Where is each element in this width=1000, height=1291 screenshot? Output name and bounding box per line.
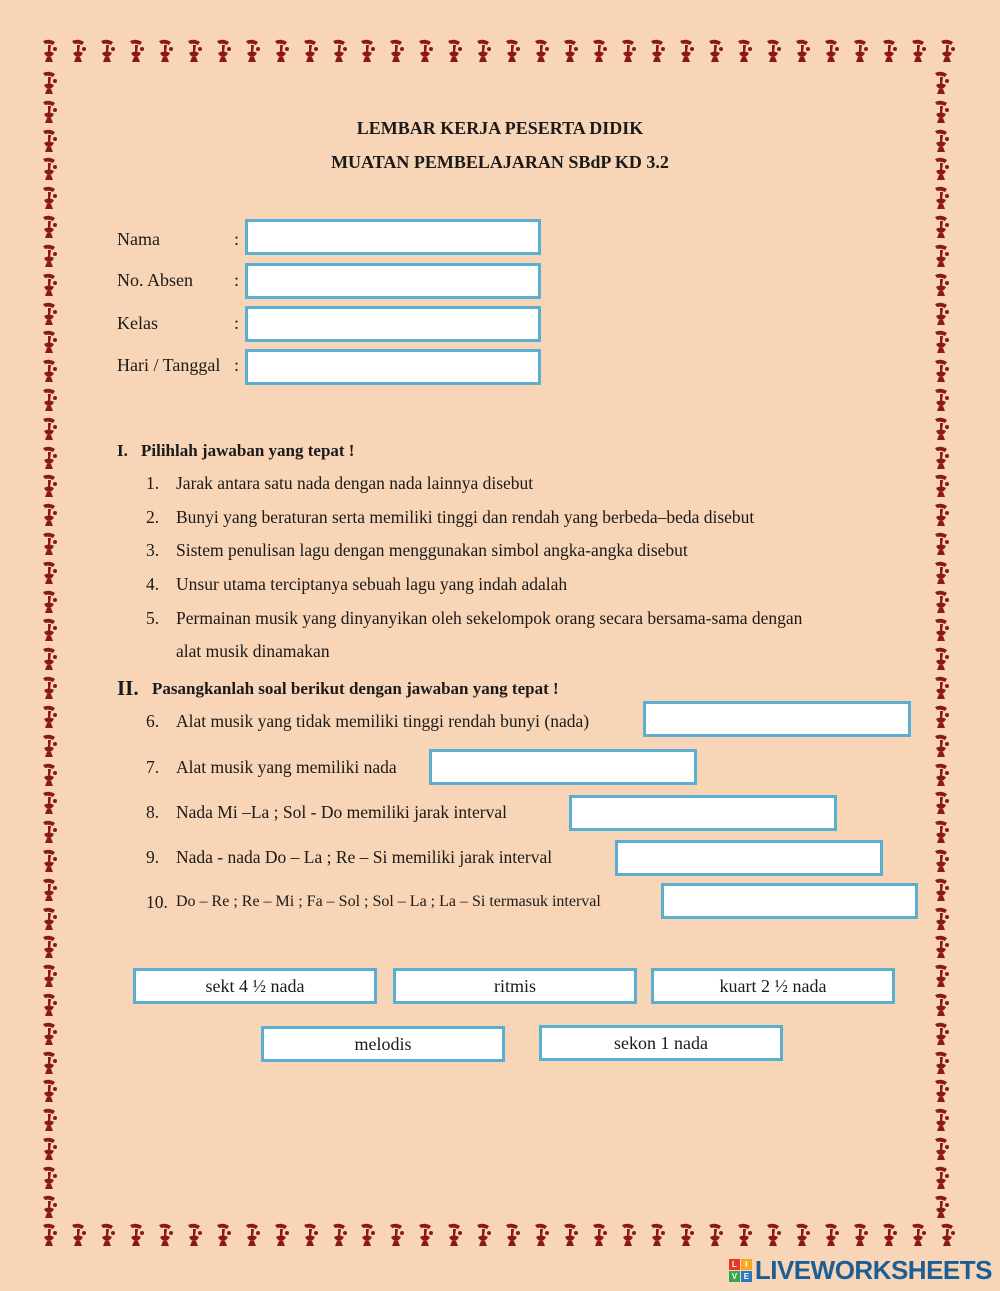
name-colon: : [234, 229, 240, 249]
ornament-icon [38, 733, 66, 759]
ornament-icon [38, 675, 66, 701]
ornament-icon [849, 1222, 871, 1250]
ornament-icon [559, 38, 581, 66]
ornament-icon [930, 214, 958, 240]
q9-number: 9. [146, 847, 160, 867]
ornament-icon [38, 790, 66, 816]
ornament-icon [38, 819, 66, 845]
ornament-icon [38, 589, 66, 615]
q3-number: 3. [146, 540, 160, 560]
q9-answer-drop[interactable] [615, 840, 883, 876]
ornament-icon [930, 531, 958, 557]
ornament-icon [38, 704, 66, 730]
ornament-icon [675, 38, 697, 66]
choice-sekon-1-nada[interactable]: sekon 1 nada [539, 1025, 783, 1061]
ornament-icon [38, 38, 60, 66]
ornament-icon [704, 38, 726, 66]
ornament-icon [241, 38, 263, 66]
ornament-icon [67, 1222, 89, 1250]
ornament-icon [38, 934, 66, 960]
ornament-icon [299, 1222, 321, 1250]
ornament-icon [212, 1222, 234, 1250]
logo-mark-icon: L I V E [729, 1259, 752, 1282]
ornament-icon [936, 38, 958, 66]
ornament-icon [38, 1021, 66, 1047]
choice-ritmis[interactable]: ritmis [393, 968, 637, 1004]
choice-kuart-2-half-nada[interactable]: kuart 2 ½ nada [651, 968, 895, 1004]
ornament-icon [733, 38, 755, 66]
ornament-icon [930, 704, 958, 730]
ornament-icon [646, 38, 668, 66]
ornament-icon [38, 992, 66, 1018]
ornament-icon [930, 1165, 958, 1191]
ornament-icon [38, 243, 66, 269]
ornament-icon [38, 560, 66, 586]
kelas-input[interactable] [245, 306, 541, 342]
q7-number: 7. [146, 757, 160, 777]
ornament-icon [762, 1222, 784, 1250]
ornament-icon [472, 1222, 494, 1250]
date-colon: : [234, 355, 240, 375]
ornament-icon [930, 790, 958, 816]
ornament-icon [125, 38, 147, 66]
ornament-icon [38, 531, 66, 557]
ornament-icon [443, 38, 465, 66]
ornament-icon [930, 1136, 958, 1162]
ornament-icon [849, 38, 871, 66]
name-label: Nama [117, 229, 160, 249]
ornament-icon [646, 1222, 668, 1250]
q6-answer-drop[interactable] [643, 701, 911, 737]
q4-number: 4. [146, 574, 160, 594]
q1-text: Jarak antara satu nada dengan nada lainnya disebut [176, 473, 534, 493]
absen-colon: : [234, 270, 240, 290]
ornament-icon [414, 38, 436, 66]
ornament-icon [38, 1107, 66, 1133]
ornament-icon [414, 1222, 436, 1250]
ornament-icon [930, 1021, 958, 1047]
ornament-icon [930, 617, 958, 643]
q9-text: Nada - nada Do – La ; Re – Si memiliki jarak interval [176, 847, 553, 867]
ornament-icon [930, 272, 958, 298]
ornament-icon [930, 1078, 958, 1104]
ornament-icon [38, 387, 66, 413]
ornament-icon [38, 1136, 66, 1162]
border-right [930, 70, 958, 1220]
logo-text: LIVEWORKSHEETS [754, 1254, 992, 1285]
ornament-icon [38, 301, 66, 327]
ornament-icon [67, 38, 89, 66]
q10-number: 10. [146, 892, 168, 912]
ornament-icon [930, 1194, 958, 1220]
kelas-label: Kelas [117, 313, 158, 333]
ornament-icon [930, 387, 958, 413]
ornament-icon [617, 38, 639, 66]
ornament-icon [328, 38, 350, 66]
ornament-icon [299, 38, 321, 66]
section1-title: Pilihlah jawaban yang tepat ! [141, 441, 355, 460]
ornament-icon [270, 1222, 292, 1250]
ornament-icon [791, 1222, 813, 1250]
ornament-icon [183, 1222, 205, 1250]
ornament-icon [125, 1222, 147, 1250]
ornament-icon [96, 1222, 118, 1250]
section2-title: Pasangkanlah soal berikut dengan jawaban yang tepat ! [152, 679, 559, 698]
ornament-icon [38, 848, 66, 874]
name-input[interactable] [245, 219, 541, 255]
ornament-icon [588, 38, 610, 66]
choice-sekt-4-half-nada[interactable]: sekt 4 ½ nada [133, 968, 377, 1004]
q8-answer-drop[interactable] [569, 795, 837, 831]
q5-number: 5. [146, 608, 160, 628]
ornament-icon [183, 38, 205, 66]
ornament-icon [820, 1222, 842, 1250]
ornament-icon [930, 646, 958, 672]
ornament-icon [38, 185, 66, 211]
ornament-icon [38, 762, 66, 788]
ornament-icon [501, 38, 523, 66]
q6-text: Alat musik yang tidak memiliki tinggi rendah bunyi (nada) [176, 711, 590, 731]
q8-text: Nada Mi –La ; Sol - Do memiliki jarak interval [176, 802, 507, 822]
ornament-icon [675, 1222, 697, 1250]
q10-text: Do – Re ; Re – Mi ; Fa – Sol ; Sol – La ; La – Si termasuk interval [176, 893, 601, 910]
ornament-icon [530, 1222, 552, 1250]
ornament-icon [930, 560, 958, 586]
ornament-icon [38, 1222, 60, 1250]
ornament-icon [38, 445, 66, 471]
q8-number: 8. [146, 802, 160, 822]
ornament-icon [38, 963, 66, 989]
date-label: Hari / Tanggal [117, 355, 221, 375]
ornament-icon [930, 877, 958, 903]
ornament-icon [38, 646, 66, 672]
section2-numeral: II. [117, 676, 139, 700]
ornament-icon [38, 329, 66, 355]
ornament-icon [356, 1222, 378, 1250]
ornament-icon [930, 70, 958, 96]
ornament-icon [530, 38, 552, 66]
ornament-icon [38, 473, 66, 499]
ornament-icon [38, 416, 66, 442]
ornament-icon [930, 733, 958, 759]
ornament-icon [820, 38, 842, 66]
ornament-icon [443, 1222, 465, 1250]
ornament-icon [38, 358, 66, 384]
q7-answer-drop[interactable] [429, 749, 697, 785]
choice-melodis[interactable]: melodis [261, 1026, 505, 1062]
ornament-icon [38, 1078, 66, 1104]
ornament-icon [38, 877, 66, 903]
page-title: LEMBAR KERJA PESERTA DIDIK [356, 118, 644, 138]
ornament-icon [38, 1165, 66, 1191]
ornament-icon [38, 1194, 66, 1220]
date-input[interactable] [245, 349, 541, 385]
ornament-icon [930, 762, 958, 788]
ornament-icon [930, 963, 958, 989]
ornament-icon [930, 445, 958, 471]
ornament-icon [907, 1222, 929, 1250]
ornament-icon [930, 1050, 958, 1076]
ornament-icon [154, 38, 176, 66]
ornament-icon [241, 1222, 263, 1250]
ornament-icon [930, 675, 958, 701]
ornament-icon [96, 38, 118, 66]
ornament-icon [936, 1222, 958, 1250]
q6-number: 6. [146, 711, 160, 731]
ornament-icon [930, 416, 958, 442]
ornament-icon [38, 502, 66, 528]
liveworksheets-logo [729, 1255, 992, 1285]
absen-input[interactable] [245, 263, 541, 299]
ornament-icon [878, 38, 900, 66]
ornament-icon [472, 38, 494, 66]
q2-number: 2. [146, 507, 160, 527]
ornament-icon [270, 38, 292, 66]
ornament-icon [356, 38, 378, 66]
ornament-icon [791, 38, 813, 66]
ornament-icon [385, 38, 407, 66]
ornament-icon [930, 1107, 958, 1133]
ornament-icon [154, 1222, 176, 1250]
ornament-icon [762, 38, 784, 66]
ornament-icon [501, 1222, 523, 1250]
q5-text-line2: alat musik dinamakan [176, 641, 330, 661]
q1-number: 1. [146, 473, 160, 493]
ornament-icon [930, 301, 958, 327]
ornament-icon [38, 1050, 66, 1076]
q2-text: Bunyi yang beraturan serta memiliki tinggi dan rendah yang berbeda–beda disebut [176, 507, 755, 527]
ornament-icon [907, 38, 929, 66]
ornament-icon [617, 1222, 639, 1250]
ornament-icon [878, 1222, 900, 1250]
ornament-icon [930, 358, 958, 384]
q4-text: Unsur utama terciptanya sebuah lagu yang indah adalah [176, 574, 568, 594]
ornament-icon [930, 992, 958, 1018]
ornament-icon [930, 185, 958, 211]
ornament-icon [930, 329, 958, 355]
ornament-icon [930, 473, 958, 499]
ornament-icon [704, 1222, 726, 1250]
ornament-icon [930, 819, 958, 845]
page-subtitle: MUATAN PEMBELAJARAN SBdP KD 3.2 [331, 152, 669, 172]
ornament-icon [930, 934, 958, 960]
ornament-icon [38, 70, 66, 96]
border-left [38, 70, 66, 1220]
ornament-icon [588, 1222, 610, 1250]
ornament-icon [930, 502, 958, 528]
ornament-icon [38, 272, 66, 298]
ornament-icon [930, 906, 958, 932]
q3-text: Sistem penulisan lagu dengan menggunakan simbol angka-angka disebut [176, 540, 688, 560]
ornament-icon [38, 906, 66, 932]
ornament-icon [733, 1222, 755, 1250]
ornament-icon [930, 848, 958, 874]
ornament-icon [328, 1222, 350, 1250]
border-top [38, 38, 958, 66]
ornament-icon [385, 1222, 407, 1250]
absen-label: No. Absen [117, 270, 193, 290]
ornament-icon [38, 617, 66, 643]
section1-numeral: I. [117, 441, 128, 460]
q10-answer-drop[interactable] [661, 883, 918, 919]
kelas-colon: : [234, 313, 240, 333]
border-bottom [38, 1222, 958, 1250]
ornament-icon [559, 1222, 581, 1250]
q7-text: Alat musik yang memiliki nada [176, 757, 397, 777]
ornament-icon [38, 214, 66, 240]
q5-text: Permainan musik yang dinyanyikan oleh sekelompok orang secara bersama-sama dengan [176, 608, 803, 628]
ornament-icon [212, 38, 234, 66]
ornament-icon [930, 589, 958, 615]
ornament-icon [930, 243, 958, 269]
